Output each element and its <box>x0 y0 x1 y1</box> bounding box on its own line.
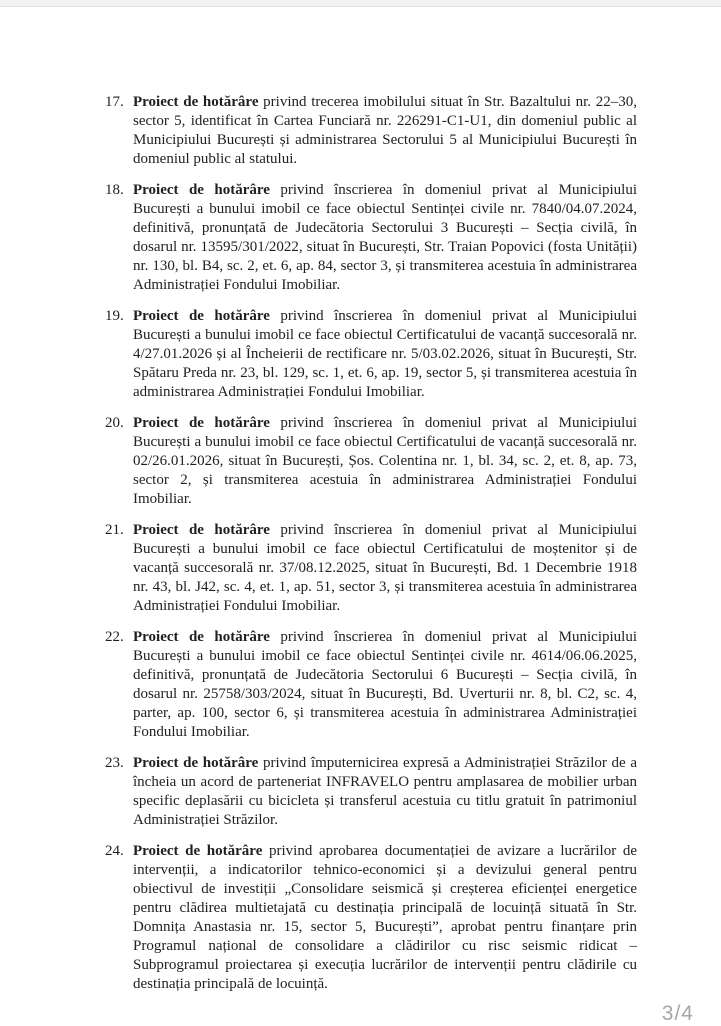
item-text <box>133 414 637 509</box>
agenda-item-22 <box>105 628 637 742</box>
agenda-item-17 <box>105 93 637 169</box>
item-number: 21. <box>105 522 124 538</box>
item-text <box>133 93 637 169</box>
agenda-list <box>0 7 721 994</box>
page-indicator: 3/4 <box>661 1002 694 1025</box>
item-number: 20. <box>105 415 124 431</box>
item-body: privind înscrierea în domeniul privat al Municipiului București a bunului imobil ce face obiectul Sentinței civile nr. 7840/04.07.2024, definitivă, pronunțată de Judecătoria Sectorului 3 București – Secția civilă, în dosarul nr. 13595/301/2022, situat în București, Str. Traian Popovici (fosta Unității) nr. 130, bl. B4, sc. 2, et. 6, ap. 84, sector 3, și transmiterea acestuia în administrarea Administrației Fondului Imobiliar. <box>133 182 637 293</box>
item-body: privind trecerea imobilului situat în Str. Bazaltului nr. 22–30, sector 5, identificat în Cartea Funciară nr. 226291-C1-U1, din domeniul public al Municipiului București și administrarea Sectorului 5 al Municipiului București în domeniul public al statului. <box>133 94 637 167</box>
item-text <box>133 181 637 295</box>
item-number: 23. <box>105 755 124 771</box>
agenda-item-20 <box>105 414 637 509</box>
viewer-top-edge <box>0 0 721 7</box>
item-title-bold: Proiect de hotărâre <box>133 94 259 110</box>
item-body: privind împuternicirea expresă a Administrației Străzilor de a încheia un acord de parteneriat INFRAVELO pentru amplasarea de mobilier urban specific deplasării cu bicicleta și transferul acestuia cu titlu gratuit în patrimoniul Administrației Străzilor. <box>133 755 637 828</box>
item-body: privind înscrierea în domeniul privat al Municipiului București a bunului imobil ce face obiectul Certificatului de moștenitor și de vacanță succesorală nr. 37/08.12.2025, situat în București, Bd. 1 Decembrie 1918 nr. 43, bl. J42, sc. 4, et. 1, ap. 51, sector 3, și transmiterea acestuia în administrarea Administrației Fondului Imobiliar. <box>133 522 637 614</box>
agenda-item-21 <box>105 521 637 616</box>
item-body: privind înscrierea în domeniul privat al Municipiului București a bunului imobil ce face obiectul Certificatului de vacanță succesorală nr. 4/27.01.2026 și al Încheierii de rectificare nr. 5/03.02.2026, situat în București, Str. Spătaru Preda nr. 23, bl. 129, sc. 1, et. 6, ap. 19, sector 5, și transmiterea acestuia în administrarea Administrației Fondului Imobiliar. <box>133 308 637 400</box>
item-text <box>133 307 637 402</box>
item-text <box>133 628 637 742</box>
document-page <box>0 7 721 1024</box>
item-text <box>133 754 637 830</box>
item-title-bold: Proiect de hotărâre <box>133 843 263 859</box>
item-body: privind aprobarea documentației de avizare a lucrărilor de intervenții, a indicatorilor tehnico-economici și a devizului general pentru obiectivul de investiții „Consolidare seismică și creșterea eficienței energetice pentru clădirea multietajată cu destinația principală de locuință situată în Str. Domnița Anastasia nr. 15, sector 5, București”, aprobat pentru finanțare prin Programul național de consolidare a clădirilor cu risc seismic ridicat – Subprogramul proiectarea și execuția lucrărilor de intervenții pentru clădirile cu destinația principală de locuință. <box>133 843 637 992</box>
item-title-bold: Proiect de hotărâre <box>133 755 259 771</box>
item-title-bold: Proiect de hotărâre <box>133 415 270 431</box>
item-text <box>133 842 637 994</box>
agenda-item-23 <box>105 754 637 830</box>
item-body: privind înscrierea în domeniul privat al Municipiului București a bunului imobil ce face obiectul Sentinței civile nr. 4614/06.06.2025, definitivă, pronunțată de Judecătoria Sectorului 6 București – Secția civilă, în dosarul nr. 25758/303/2024, situat în București, Bd. Uverturii nr. 8, bl. C2, sc. 4, parter, ap. 100, sector 6, și transmiterea acestuia în administrarea Administrației Fondului Imobiliar. <box>133 629 637 740</box>
item-number: 17. <box>105 94 124 110</box>
agenda-item-18 <box>105 181 637 295</box>
agenda-item-24 <box>105 842 637 994</box>
item-body: privind înscrierea în domeniul privat al Municipiului București a bunului imobil ce face obiectul Certificatului de vacanță succesorală nr. 02/26.01.2026, situat în București, Șos. Colentina nr. 1, bl. 34, sc. 2, et. 8, ap. 73, sector 2, și transmiterea acestuia în administrarea Administrației Fondului Imobiliar. <box>133 415 637 507</box>
item-number: 24. <box>105 843 124 859</box>
item-title-bold: Proiect de hotărâre <box>133 629 270 645</box>
item-title-bold: Proiect de hotărâre <box>133 308 270 324</box>
item-number: 18. <box>105 182 124 198</box>
item-title-bold: Proiect de hotărâre <box>133 182 270 198</box>
item-title-bold: Proiect de hotărâre <box>133 522 270 538</box>
item-number: 19. <box>105 308 124 324</box>
item-text <box>133 521 637 616</box>
item-number: 22. <box>105 629 124 645</box>
agenda-item-19 <box>105 307 637 402</box>
